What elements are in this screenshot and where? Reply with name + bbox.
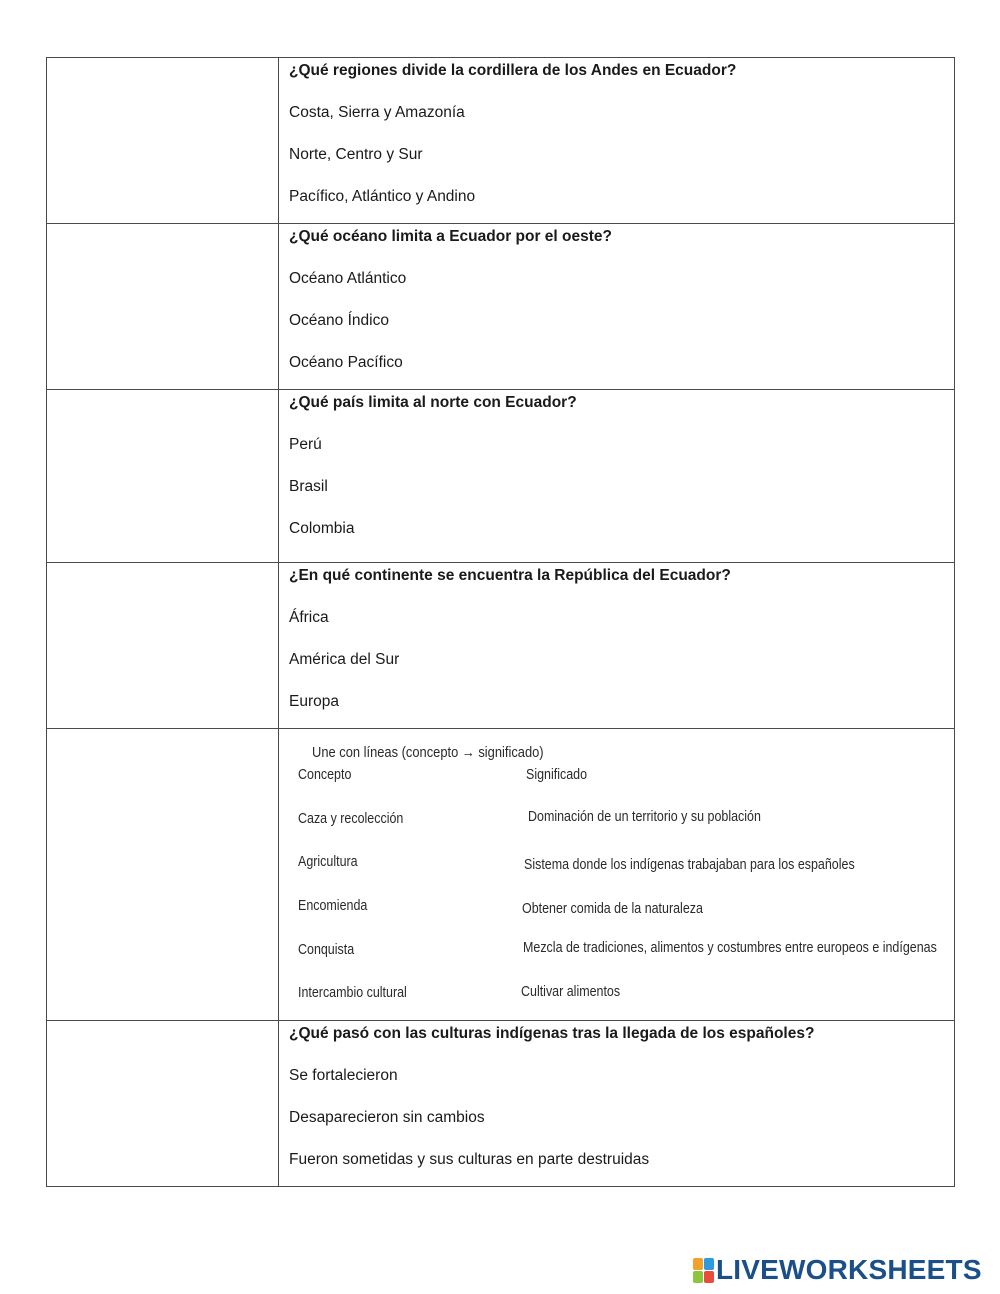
question-text: ¿Qué país limita al norte con Ecuador? xyxy=(289,394,577,411)
answer-option: Fueron sometidas y sus culturas en parte destruidas xyxy=(289,1151,650,1168)
liveworksheets-logo xyxy=(693,1256,982,1284)
answer-cell[interactable] xyxy=(47,58,279,224)
logo-mark-icon xyxy=(693,1258,713,1282)
matching-instruction: Une con líneas (concepto → significado) xyxy=(312,744,544,761)
concept-item[interactable]: Encomienda xyxy=(298,898,368,914)
question-text: ¿Qué océano limita a Ecuador por el oeste? xyxy=(289,228,612,245)
concept-item[interactable]: Conquista xyxy=(298,942,355,958)
logo-square xyxy=(704,1258,714,1270)
answer-option: América del Sur xyxy=(289,651,400,668)
logo-text: LIVEWORKSHEETS xyxy=(716,1254,982,1285)
answer-option: Brasil xyxy=(289,478,328,495)
concept-header: Concepto xyxy=(298,767,352,783)
concept-item[interactable]: Intercambio cultural xyxy=(298,985,407,1001)
answer-option: Colombia xyxy=(289,520,355,537)
answer-cell[interactable] xyxy=(47,1021,279,1187)
meaning-item[interactable]: Mezcla de tradiciones, alimentos y costumbres entre europeos e indígenas xyxy=(523,940,937,956)
meaning-item[interactable]: Dominación de un territorio y su población xyxy=(528,809,761,825)
answer-option: Océano Pacífico xyxy=(289,354,403,371)
answer-option: Costa, Sierra y Amazonía xyxy=(289,104,465,121)
question-row xyxy=(47,224,955,390)
answer-option: Se fortalecieron xyxy=(289,1067,398,1084)
answer-option: Europa xyxy=(289,693,339,710)
question-text: ¿Qué regiones divide la cordillera de los Andes en Ecuador? xyxy=(289,62,737,79)
meaning-item[interactable]: Obtener comida de la naturaleza xyxy=(522,901,703,917)
meaning-item[interactable]: Sistema donde los indígenas trabajaban para los españoles xyxy=(524,857,855,873)
logo-square xyxy=(693,1271,703,1283)
question-text: ¿Qué pasó con las culturas indígenas tras la llegada de los españoles? xyxy=(289,1025,815,1042)
question-row xyxy=(47,563,955,729)
matching-exercise xyxy=(279,729,954,1020)
question-cell xyxy=(279,1021,955,1187)
meaning-header: Significado xyxy=(526,767,588,783)
question-cell xyxy=(279,563,955,729)
answer-option: Desaparecieron sin cambios xyxy=(289,1109,485,1126)
question-text: ¿En qué continente se encuentra la República del Ecuador? xyxy=(289,567,731,584)
answer-cell[interactable] xyxy=(47,563,279,729)
answer-cell[interactable] xyxy=(47,390,279,563)
question-row xyxy=(47,1021,955,1187)
question-cell xyxy=(279,58,955,224)
answer-option: Océano Atlántico xyxy=(289,270,407,287)
answer-option: Perú xyxy=(289,436,322,453)
matching-cell xyxy=(279,729,955,1021)
answer-option: Norte, Centro y Sur xyxy=(289,146,423,163)
logo-square xyxy=(704,1271,714,1283)
answer-cell[interactable] xyxy=(47,729,279,1021)
question-cell xyxy=(279,390,955,563)
question-row xyxy=(47,390,955,563)
answer-option: Pacífico, Atlántico y Andino xyxy=(289,188,476,205)
concept-item[interactable]: Caza y recolección xyxy=(298,811,404,827)
answer-cell[interactable] xyxy=(47,224,279,390)
question-row xyxy=(47,58,955,224)
question-cell xyxy=(279,224,955,390)
answer-option: África xyxy=(289,609,329,626)
worksheet-table xyxy=(46,57,955,1187)
matching-row xyxy=(47,729,955,1021)
answer-option: Océano Índico xyxy=(289,312,389,329)
concept-item[interactable]: Agricultura xyxy=(298,854,358,870)
meaning-item[interactable]: Cultivar alimentos xyxy=(521,984,621,1000)
logo-square xyxy=(693,1258,703,1270)
